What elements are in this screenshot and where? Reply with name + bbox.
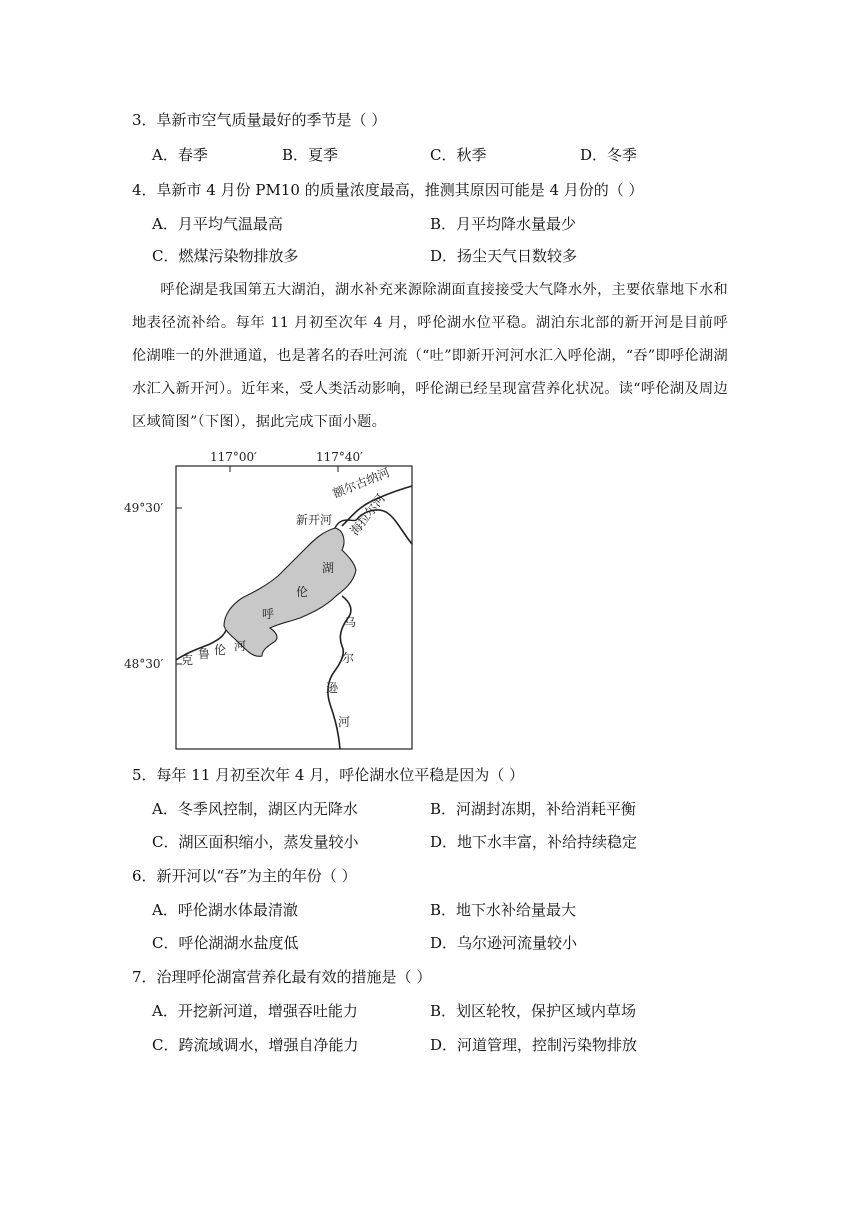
q6-option-a: A．呼伦湖水体最清澈 [152,901,298,919]
q7-option-b: B．划区轮牧，保护区域内草场 [430,1002,637,1020]
kelulun-char-4: 河 [234,639,247,653]
wuerxun-char-2: 尔 [342,651,355,665]
q5-option-d: D．地下水丰富，补给持续稳定 [430,833,638,851]
q7-option-c: C．跨流域调水，增强自净能力 [152,1036,359,1054]
lat-label-49-30: 49°30′ [124,501,164,515]
q5-option-b: B．河湖封冻期，补给消耗平衡 [430,800,637,818]
q4-option-c: C．燃煤污染物排放多 [152,247,299,265]
lon-label-117-00: 117°00′ [210,450,257,464]
lon-label-117-40: 117°40′ [316,450,363,464]
lake-char-hu2: 呼 [262,607,275,621]
q4-option-b: B．月平均降水量最少 [430,215,577,233]
question-6-stem: 6．新开河以“吞”为主的年份（ ） [132,867,357,885]
question-3-stem: 3．阜新市空气质量最好的季节是（ ） [132,111,387,129]
kelulun-char-3: 伦 [214,643,227,657]
q6-option-c: C．呼伦湖湖水盐度低 [152,934,299,952]
q6-option-d: D．乌尔逊河流量较小 [430,934,578,952]
q7-option-d: D．河道管理，控制污染物排放 [430,1036,638,1054]
q6-option-b: B．地下水补给量最大 [430,901,577,919]
hulun-lake-map [124,446,430,756]
wuerxun-char-1: 乌 [344,615,357,629]
question-7-stem: 7．治理呼伦湖富营养化最有效的措施是（ ） [132,968,432,986]
q7-option-a: A．开挖新河道，增强吞吐能力 [152,1002,358,1020]
kelulun-char-1: 克 [181,653,194,667]
q5-option-a: A．冬季风控制，湖区内无降水 [152,800,358,818]
wuerxun-char-3: 逊 [326,681,339,695]
q3-option-a: A．春季 [152,146,208,164]
hailar-river-label: 海拉尔河 [347,491,388,538]
lat-label-48-30: 48°30′ [124,657,164,671]
q4-option-a: A．月平均气温最高 [152,215,283,233]
question-5-stem: 5．每年 11 月初至次年 4 月，呼伦湖水位平稳是因为（ ） [132,766,525,784]
xinkai-river-label: 新开河 [296,513,333,527]
q3-option-c: C．秋季 [430,146,487,164]
lake-char-lun: 伦 [296,585,309,599]
lake-char-hu: 湖 [322,561,335,575]
kelulun-char-2: 鲁 [198,647,211,661]
wuerxun-char-4: 河 [338,715,351,729]
erguna-river-label: 额尔古纳河 [330,465,392,501]
q3-option-b: B．夏季 [282,146,339,164]
reading-passage: 呼伦湖是我国第五大湖泊，湖水补充来源除湖面直接接受大气降水外，主要依靠地下水和地表径流补给。每年 11 月初至次年 4 月，呼伦湖水位平稳。湖泊东北部的新开河是目前呼伦湖唯一的外泄通道，也是著名的吞吐河流（“吐”即新开河河水汇入呼伦湖，“吞”即呼伦湖湖水汇入新开河）。近年来，受人类活动影响，呼伦湖已经呈现富营养化状况。读“呼伦湖及周边区域简图”（下图），据此完成下面小题。 [132,282,728,430]
q5-option-c: C．湖区面积缩小，蒸发量较小 [152,833,359,851]
q4-option-d: D．扬尘天气日数较多 [430,247,578,265]
q3-option-d: D．冬季 [580,146,638,164]
question-4-stem: 4．阜新市 4 月份 PM10 的质量浓度最高，推测其原因可能是 4 月份的（ ） [132,181,644,199]
